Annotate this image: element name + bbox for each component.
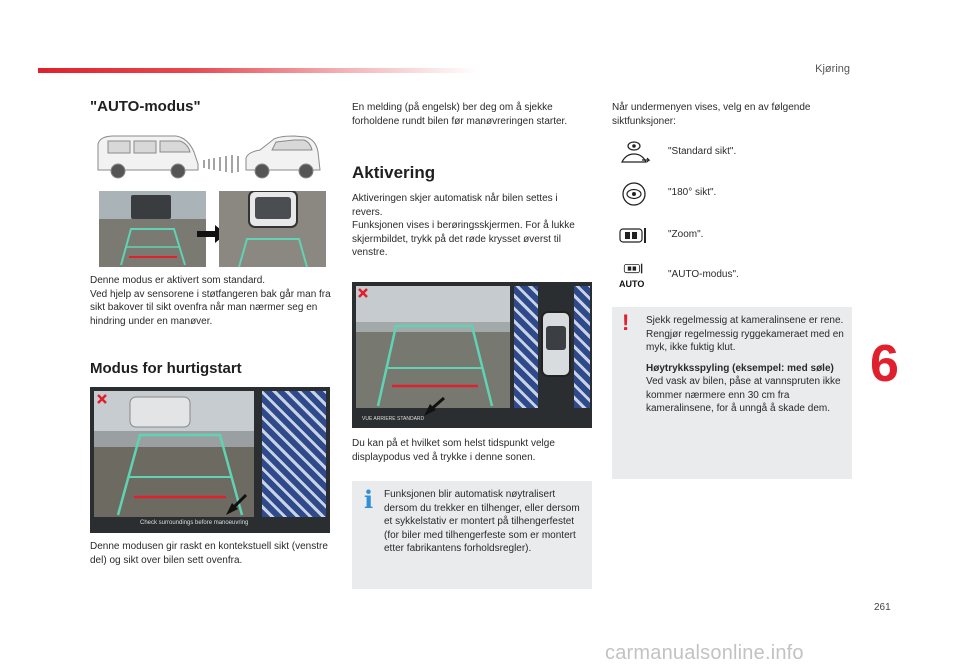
view-option-auto[interactable] bbox=[616, 263, 836, 291]
activation-heading: Aktivering bbox=[352, 163, 436, 182]
chapter-title: Kjøring bbox=[815, 63, 850, 75]
view-mode-label[interactable]: VUE ARRIERE STANDARD bbox=[362, 416, 425, 422]
view-option-standard[interactable] bbox=[616, 140, 836, 168]
display-mode-instruction: Du kan på et hvilket som helst tidspunkt velge displaypodus ved å trykke i denne sonen. bbox=[352, 438, 555, 463]
quickstart-heading: Modus for hurtigstart bbox=[90, 360, 242, 377]
top-view-hatched-right bbox=[574, 286, 590, 408]
page-number: 261 bbox=[874, 602, 891, 613]
auto-mode-top-view-image bbox=[219, 191, 326, 267]
activation-description: Aktiveringen skjer automatisk når bilen settes i revers. Funksjonen vises i berøringsskjermen. For å lukke skjermbildet, trykk på det røde krysset øverst til venstre. bbox=[352, 193, 575, 258]
warning-message-intro: En melding (på engelsk) ber deg om å sjekke forholdene rundt bilen før manøvreringen starter. bbox=[352, 102, 568, 127]
quickstart-hatched-area bbox=[262, 391, 326, 517]
quickstart-description: Denne modusen gir raskt en kontekstuell sikt (venstre del) og sikt over bilen sett ovenfra. bbox=[90, 541, 328, 566]
trailer-info-box bbox=[352, 481, 592, 589]
warning-exclamation-icon: ! bbox=[622, 310, 630, 335]
camera-care-warning-box bbox=[612, 307, 852, 479]
standard-view-label: "Standard sikt". bbox=[668, 146, 737, 157]
180-view-icon bbox=[616, 181, 652, 207]
standard-view-screen-image bbox=[352, 282, 592, 428]
view-option-zoom[interactable] bbox=[616, 223, 836, 251]
van-drawing bbox=[98, 136, 198, 178]
sensor-waves bbox=[204, 155, 238, 173]
info-icon: i bbox=[364, 485, 374, 514]
auto-view-label: "AUTO-modus". bbox=[668, 269, 739, 280]
auto-mode-rear-camera-image bbox=[99, 191, 206, 267]
chapter-number: 6 bbox=[870, 335, 899, 393]
top-view-hatched-left bbox=[514, 286, 538, 408]
auto-mode-description: Denne modus er aktivert som standard. Ved hjelp av sensorene i støtfangeren bak går man fra sikt bakover til sikt ovenfra når man nærmer seg en hindring under en manøver. bbox=[90, 275, 331, 327]
vehicle-approach-illustration bbox=[90, 130, 330, 182]
auto-mode-heading: "AUTO-modus" bbox=[90, 98, 201, 115]
submenu-intro: Når undermenyen vises, velg en av følgende siktfunksjoner: bbox=[612, 102, 811, 127]
180-view-label: "180° sikt". bbox=[668, 187, 717, 198]
car-drawing bbox=[246, 136, 320, 178]
zoom-view-label: "Zoom". bbox=[668, 229, 704, 240]
trailer-info-text: Funksjonen blir automatisk nøytralisert dersom du trekker en tilhenger, eller dersom et sykkelstativ er montert på tilhengerfestet (for biler med tilhengerfeste som er montert etter fabrikantens forholdsregler). bbox=[384, 489, 580, 554]
header-accent-bar bbox=[38, 68, 478, 73]
auto-badge: AUTO bbox=[619, 279, 645, 289]
quickstart-message-banner: Check surroundings before manoeuvring bbox=[140, 520, 249, 526]
zoom-view-icon bbox=[616, 223, 652, 249]
site-watermark: carmanualsonline.info bbox=[605, 642, 804, 664]
view-option-180[interactable] bbox=[616, 181, 836, 209]
camera-care-warning-text: Sjekk regelmessig at kameralinsene er rene. Rengjør regelmessig ryggekameraet med en myk, ikke fuktig klut. Høytrykksspyling (eksempel: med søle) Ved vask av bilen, påse at vannspruten ikke kommer nærmere enn 30 cm fra kameralinsene, for å unngå å skade dem. bbox=[646, 315, 844, 414]
standard-view-icon bbox=[616, 140, 652, 166]
quickstart-camera-image bbox=[90, 387, 330, 533]
